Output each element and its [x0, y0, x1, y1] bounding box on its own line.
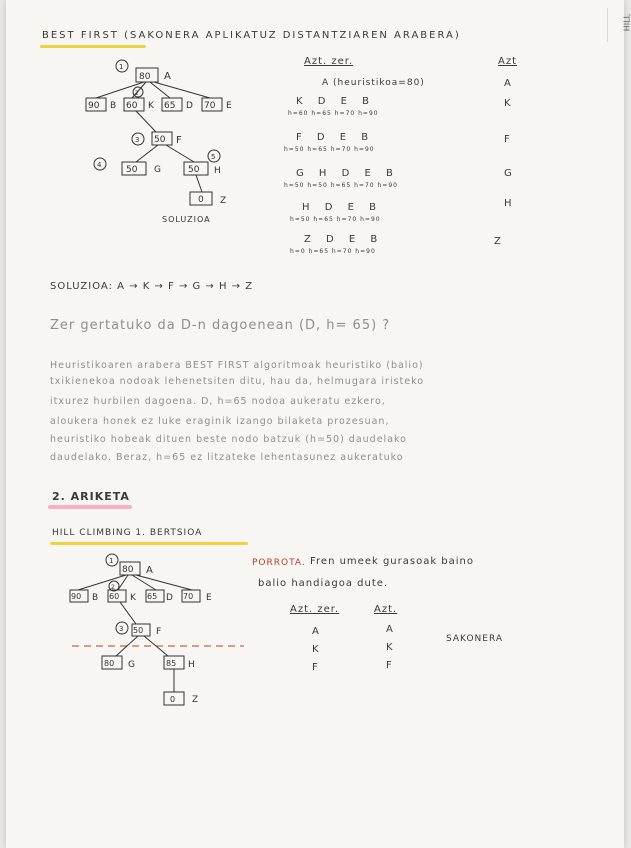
svg-text:H: H [188, 660, 195, 670]
row-h: h=50 h=50 h=65 h=70 h=90 [284, 182, 398, 189]
svg-text:4: 4 [97, 161, 102, 169]
table-header-col1: Azt. zer. [290, 604, 340, 615]
answer-line: heuristiko hobeak dituen beste nodo batzuk (h=50) daudelako [50, 434, 407, 445]
answer-line: Heuristikoaren arabera BEST FIRST algoritmoak heuristiko (balio) [50, 360, 424, 371]
note-text: balio handiagoa dute. [258, 578, 389, 589]
svg-text:5: 5 [211, 153, 216, 161]
row-h: h=50 h=65 h=70 h=90 [284, 146, 375, 153]
svg-text:65: 65 [147, 592, 158, 601]
row-list: F D E B [296, 132, 375, 143]
row-list: Z D E B [304, 234, 384, 245]
section2-subtitle: HILL CLIMBING 1. BERTSIOA [52, 528, 203, 538]
svg-text:60: 60 [109, 592, 120, 601]
page-tab [607, 8, 631, 42]
row-h: h=0 h=65 h=70 h=90 [290, 248, 376, 255]
svg-text:B: B [110, 101, 117, 111]
table-cell: K [312, 644, 320, 655]
table-cell: K [386, 642, 394, 653]
order-label: 1 [119, 63, 124, 71]
svg-text:E: E [226, 101, 232, 111]
table-header-col2: Azt [498, 56, 518, 67]
svg-text:E: E [206, 593, 212, 603]
svg-text:D: D [166, 593, 173, 603]
svg-text:K: K [148, 101, 154, 111]
svg-text:D: D [186, 101, 193, 111]
table-cell: A [312, 626, 320, 637]
svg-text:3: 3 [135, 136, 140, 144]
svg-text:50: 50 [126, 165, 138, 175]
svg-text:2: 2 [135, 90, 139, 97]
row-list: A (heuristikoa=80) [322, 78, 425, 88]
row-list: G H D E B [296, 168, 399, 179]
section2-heading: 2. ARIKETA [52, 490, 130, 503]
svg-text:G: G [154, 165, 161, 175]
solution-caption: SOLUZIOA [162, 215, 211, 224]
row-azt: K [504, 98, 512, 109]
svg-text:90: 90 [71, 592, 82, 601]
svg-text:Z: Z [192, 695, 199, 705]
note-label: PORROTA. [252, 558, 306, 568]
row-azt: A [504, 78, 512, 89]
node-label: A [164, 71, 171, 82]
svg-text:Z: Z [220, 196, 227, 206]
table-cell: F [386, 660, 393, 671]
solution-line: SOLUZIOA: A → K → F → G → H → Z [50, 281, 254, 292]
table-header-col2: Azt. [374, 604, 398, 615]
page-tab-label: HILL [622, 14, 631, 32]
svg-text:60: 60 [126, 101, 138, 111]
svg-text:F: F [176, 135, 182, 146]
svg-text:A: A [146, 565, 153, 576]
row-azt: F [504, 134, 511, 145]
svg-text:65: 65 [164, 101, 176, 111]
svg-text:50: 50 [188, 165, 200, 175]
table-header-col1: Azt. zer. [304, 56, 354, 67]
best-first-tree [78, 52, 298, 232]
row-azt: H [504, 198, 513, 209]
row-azt: Z [494, 236, 502, 247]
row-list: K D E B [296, 96, 375, 107]
subtitle-highlight [50, 542, 248, 545]
heading-highlight [48, 505, 132, 509]
answer-line: txikienekoa nodoak lehenetsiten ditu, hau da, helmugara iristeko [50, 376, 425, 387]
title-highlight [40, 45, 146, 48]
notebook-page [6, 0, 631, 848]
svg-text:70: 70 [204, 101, 216, 111]
svg-text:0: 0 [170, 695, 176, 704]
svg-text:G: G [128, 660, 135, 670]
svg-text:2: 2 [111, 584, 115, 591]
svg-text:70: 70 [183, 592, 194, 601]
svg-text:50: 50 [133, 626, 144, 635]
answer-line: itxurez hurbilen dagoena. D, h=65 nodoa aukeratu ezkero, [50, 396, 386, 407]
section1-title: BEST FIRST (SAKONERA APLIKATUZ DISTANTZIAREN ARABERA) [42, 30, 461, 41]
svg-text:90: 90 [88, 101, 100, 111]
svg-text:50: 50 [154, 135, 166, 145]
svg-text:80: 80 [104, 659, 115, 668]
answer-line: aloukera honek ez luke eraginik izango bilaketa prozesuan, [50, 416, 390, 427]
hill-climbing-tree [64, 550, 294, 710]
row-list: H D E B [302, 202, 382, 213]
svg-text:1: 1 [109, 557, 114, 565]
question: Zer gertatuko da D-n dagoenean (D, h= 65) ? [50, 318, 391, 333]
answer-line: daudelako. Beraz, h=65 ez litzateke lehentasunez aukeratuko [50, 452, 404, 463]
row-h: h=50 h=65 h=70 h=90 [290, 216, 381, 223]
side-label: SAKONERA [446, 634, 503, 644]
row-h: h=60 h=65 h=70 h=90 [288, 110, 379, 117]
svg-text:3: 3 [119, 625, 124, 633]
svg-text:85: 85 [166, 659, 177, 668]
table-cell: F [312, 662, 319, 673]
svg-text:H: H [214, 166, 221, 176]
table-cell: A [386, 624, 394, 635]
note-text: Fren umeek gurasoak baino [310, 556, 474, 567]
row-azt: G [504, 168, 513, 179]
node-value: 80 [139, 72, 151, 82]
svg-text:0: 0 [198, 195, 204, 205]
svg-text:B: B [92, 593, 99, 603]
svg-text:F: F [156, 627, 162, 637]
svg-text:80: 80 [122, 565, 134, 575]
svg-text:K: K [130, 593, 136, 603]
